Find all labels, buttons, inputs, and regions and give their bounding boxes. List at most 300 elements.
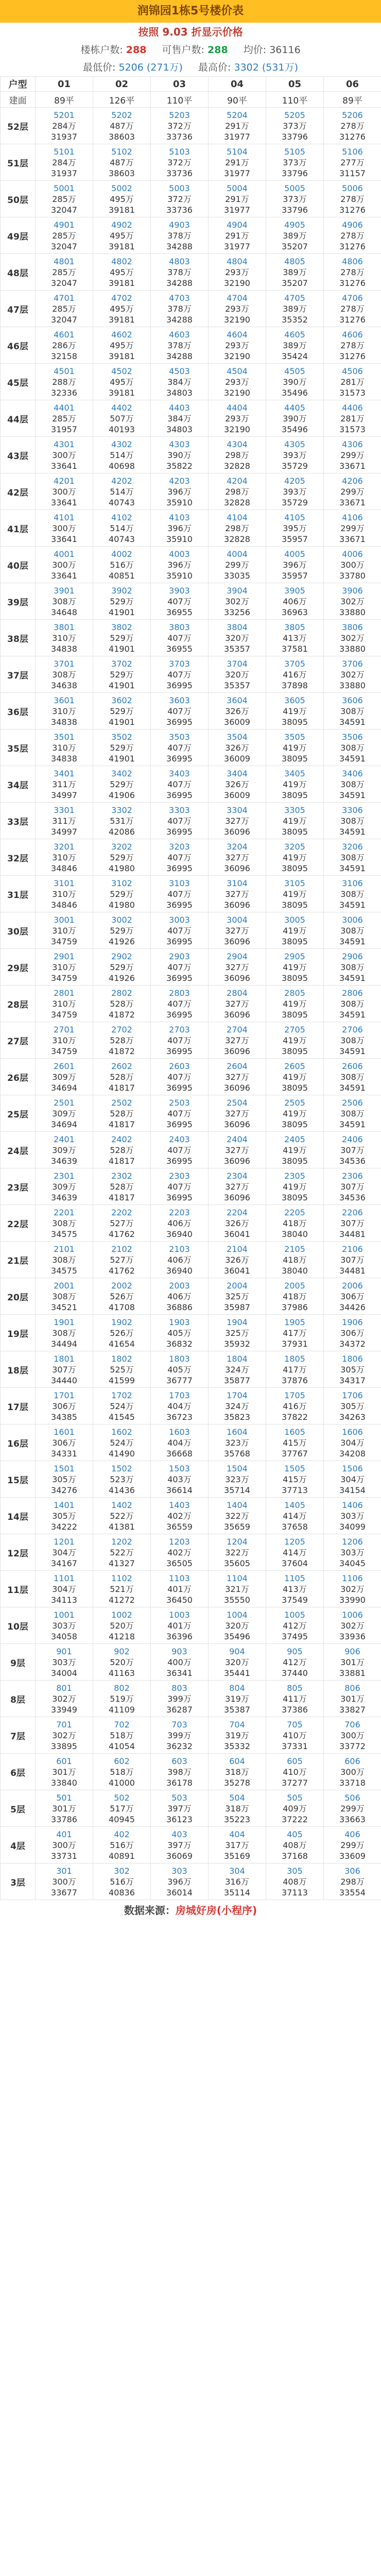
unit-cell[interactable] [324, 876, 381, 912]
unit-cell[interactable] [93, 1790, 151, 1827]
unit-cell[interactable] [324, 473, 381, 510]
unit-cell[interactable] [324, 1205, 381, 1242]
unit-cell[interactable] [324, 1717, 381, 1754]
unit-cell[interactable] [209, 181, 266, 217]
unit-cell[interactable] [209, 400, 266, 437]
unit-cell[interactable] [266, 1351, 324, 1388]
unit-cell[interactable] [151, 1827, 209, 1863]
unit-cell[interactable] [266, 1717, 324, 1754]
unit-cell[interactable] [324, 1132, 381, 1168]
unit-cell[interactable] [266, 510, 324, 547]
unit-cell[interactable] [151, 1498, 209, 1534]
unit-cell[interactable] [36, 144, 93, 181]
unit-cell[interactable] [151, 1388, 209, 1425]
unit-cell[interactable] [93, 1644, 151, 1681]
unit-cell[interactable] [266, 693, 324, 730]
unit-cell[interactable] [266, 1607, 324, 1644]
unit-cell[interactable] [324, 1095, 381, 1132]
unit-cell[interactable] [209, 803, 266, 839]
unit-cell[interactable] [151, 1717, 209, 1754]
unit-cell[interactable] [324, 1022, 381, 1059]
unit-cell[interactable] [209, 473, 266, 510]
unit-cell[interactable] [151, 1681, 209, 1717]
unit-cell[interactable] [324, 1059, 381, 1095]
unit-cell[interactable] [266, 1863, 324, 1900]
unit-cell[interactable] [266, 730, 324, 766]
unit-cell[interactable] [209, 1461, 266, 1498]
unit-cell[interactable] [266, 1461, 324, 1498]
unit-cell[interactable] [324, 839, 381, 876]
unit-cell[interactable] [266, 1059, 324, 1095]
unit-cell[interactable] [324, 1607, 381, 1644]
unit-cell[interactable] [324, 1827, 381, 1863]
unit-cell[interactable] [324, 693, 381, 730]
unit-cell[interactable] [93, 876, 151, 912]
unit-cell[interactable] [324, 1315, 381, 1351]
unit-cell[interactable] [209, 730, 266, 766]
unit-cell[interactable] [36, 1205, 93, 1242]
unit-cell[interactable] [324, 766, 381, 803]
unit-cell[interactable] [93, 1168, 151, 1205]
unit-cell[interactable] [151, 1168, 209, 1205]
unit-price-per-sqm: 36963 [282, 607, 308, 617]
unit-cell[interactable] [266, 656, 324, 693]
unit-cell[interactable] [151, 437, 209, 473]
unit-cell[interactable] [36, 437, 93, 473]
unit-cell[interactable] [324, 437, 381, 473]
unit-cell[interactable] [324, 1571, 381, 1607]
unit-cell[interactable] [266, 1534, 324, 1571]
unit-cell[interactable] [151, 181, 209, 217]
unit-cell[interactable] [266, 803, 324, 839]
unit-cell[interactable] [151, 1534, 209, 1571]
unit-cell[interactable] [324, 1498, 381, 1534]
unit-cell[interactable] [266, 912, 324, 949]
unit-cell[interactable] [151, 656, 209, 693]
unit-cell[interactable] [151, 1059, 209, 1095]
unit-cell[interactable] [151, 1278, 209, 1315]
unit-cell[interactable] [209, 108, 266, 144]
unit-cell[interactable] [36, 1644, 93, 1681]
unit-cell[interactable] [151, 620, 209, 656]
unit-cell[interactable] [36, 1717, 93, 1754]
unit-cell[interactable] [151, 291, 209, 327]
unit-cell[interactable] [36, 1059, 93, 1095]
unit-cell[interactable] [36, 1790, 93, 1827]
unit-cell[interactable] [209, 1059, 266, 1095]
unit-cell[interactable] [266, 1498, 324, 1534]
unit-cell[interactable] [93, 1242, 151, 1278]
unit-cell[interactable] [93, 1095, 151, 1132]
unit-cell[interactable] [266, 1754, 324, 1790]
unit-cell[interactable] [209, 437, 266, 473]
unit-cell[interactable] [324, 803, 381, 839]
unit-cell[interactable] [266, 839, 324, 876]
unit-number: 1405 [284, 1500, 305, 1510]
unit-cell[interactable] [151, 693, 209, 730]
unit-cell[interactable] [266, 949, 324, 986]
unit-cell[interactable] [36, 1498, 93, 1534]
unit-cell[interactable] [151, 108, 209, 144]
unit-cell[interactable] [151, 766, 209, 803]
unit-cell[interactable] [209, 1095, 266, 1132]
unit-cell[interactable] [151, 1095, 209, 1132]
unit-cell[interactable] [266, 1644, 324, 1681]
unit-cell[interactable] [36, 364, 93, 400]
unit-cell[interactable] [324, 949, 381, 986]
unit-cell[interactable] [209, 327, 266, 364]
unit-cell[interactable] [93, 1827, 151, 1863]
unit-cell[interactable] [209, 693, 266, 730]
unit-cell[interactable] [93, 1681, 151, 1717]
unit-cell[interactable] [266, 1205, 324, 1242]
unit-cell[interactable] [36, 1571, 93, 1607]
unit-cell[interactable] [93, 510, 151, 547]
unit-cell[interactable] [266, 876, 324, 912]
unit-cell[interactable] [209, 986, 266, 1022]
unit-cell[interactable] [209, 291, 266, 327]
unit-cell[interactable] [209, 1754, 266, 1790]
unit-cell[interactable] [93, 1388, 151, 1425]
unit-cell[interactable] [93, 1863, 151, 1900]
unit-cell[interactable] [93, 1498, 151, 1534]
unit-cell[interactable] [36, 839, 93, 876]
unit-cell[interactable] [36, 1168, 93, 1205]
unit-total-price: 519万 [110, 1693, 134, 1704]
unit-cell[interactable] [36, 912, 93, 949]
unit-cell[interactable] [36, 291, 93, 327]
unit-cell[interactable] [324, 144, 381, 181]
unit-cell[interactable] [324, 583, 381, 620]
unit-cell[interactable] [266, 1022, 324, 1059]
unit-cell[interactable] [266, 583, 324, 620]
unit-cell[interactable] [151, 510, 209, 547]
unit-cell[interactable] [36, 1425, 93, 1461]
unit-cell[interactable] [151, 1644, 209, 1681]
unit-cell[interactable] [36, 1681, 93, 1717]
unit-cell[interactable] [36, 400, 93, 437]
unit-cell[interactable] [93, 949, 151, 986]
unit-cell[interactable] [36, 181, 93, 217]
unit-cell[interactable] [324, 254, 381, 291]
unit-cell[interactable] [266, 1168, 324, 1205]
unit-cell[interactable] [36, 1278, 93, 1315]
unit-cell[interactable] [209, 1425, 266, 1461]
unit-cell[interactable] [324, 1644, 381, 1681]
unit-cell[interactable] [324, 547, 381, 583]
unit-cell[interactable] [151, 986, 209, 1022]
unit-cell[interactable] [151, 1132, 209, 1168]
unit-cell[interactable] [266, 254, 324, 291]
unit-cell[interactable] [151, 473, 209, 510]
unit-cell[interactable] [209, 1534, 266, 1571]
unit-cell[interactable] [209, 1827, 266, 1863]
unit-cell[interactable] [151, 400, 209, 437]
unit-cell[interactable] [93, 912, 151, 949]
unit-cell[interactable] [209, 1351, 266, 1388]
unit-cell[interactable] [151, 1754, 209, 1790]
unit-cell[interactable] [151, 327, 209, 364]
unit-cell[interactable] [93, 730, 151, 766]
unit-cell[interactable] [209, 949, 266, 986]
unit-cell[interactable] [324, 1754, 381, 1790]
unit-cell[interactable] [209, 1681, 266, 1717]
unit-cell[interactable] [36, 1022, 93, 1059]
unit-cell[interactable] [324, 1388, 381, 1425]
unit-cell[interactable] [151, 1351, 209, 1388]
unit-cell[interactable] [93, 803, 151, 839]
unit-cell[interactable] [209, 1242, 266, 1278]
unit-cell[interactable] [151, 144, 209, 181]
unit-cell[interactable] [266, 547, 324, 583]
unit-cell[interactable] [209, 1607, 266, 1644]
unit-cell[interactable] [36, 730, 93, 766]
unit-cell[interactable] [36, 583, 93, 620]
unit-cell[interactable] [209, 583, 266, 620]
unit-cell[interactable] [36, 1607, 93, 1644]
unit-cell[interactable] [151, 803, 209, 839]
unit-cell[interactable] [209, 254, 266, 291]
unit-cell[interactable] [93, 583, 151, 620]
unit-cell[interactable] [324, 364, 381, 400]
unit-cell[interactable] [209, 217, 266, 254]
unit-cell[interactable] [93, 181, 151, 217]
unit-cell[interactable] [209, 1863, 266, 1900]
unit-cell[interactable] [93, 1132, 151, 1168]
unit-cell[interactable] [36, 876, 93, 912]
unit-cell[interactable] [266, 473, 324, 510]
unit-cell[interactable] [36, 1095, 93, 1132]
unit-cell[interactable] [36, 1242, 93, 1278]
unit-cell[interactable] [266, 144, 324, 181]
unit-cell[interactable] [324, 1351, 381, 1388]
unit-cell[interactable] [93, 1571, 151, 1607]
unit-cell[interactable] [151, 1571, 209, 1607]
unit-cell[interactable] [36, 949, 93, 986]
unit-cell[interactable] [36, 1863, 93, 1900]
unit-cell[interactable] [209, 1644, 266, 1681]
unit-cell[interactable] [266, 766, 324, 803]
unit-cell[interactable] [151, 1242, 209, 1278]
unit-cell[interactable] [36, 986, 93, 1022]
unit-cell[interactable] [266, 291, 324, 327]
unit-cell[interactable] [324, 656, 381, 693]
unit-cell[interactable] [151, 1425, 209, 1461]
unit-cell[interactable] [209, 1022, 266, 1059]
stats-line-2 [0, 59, 381, 76]
unit-cell[interactable] [209, 912, 266, 949]
unit-cell[interactable] [266, 1315, 324, 1351]
unit-cell[interactable] [93, 1059, 151, 1095]
unit-cell[interactable] [266, 1681, 324, 1717]
unit-cell[interactable] [36, 693, 93, 730]
unit-cell[interactable] [93, 1205, 151, 1242]
unit-cell[interactable] [209, 1315, 266, 1351]
unit-cell[interactable] [209, 1132, 266, 1168]
unit-cell[interactable] [93, 693, 151, 730]
unit-cell[interactable] [266, 217, 324, 254]
unit-cell[interactable] [324, 181, 381, 217]
unit-cell[interactable] [209, 1790, 266, 1827]
unit-cell[interactable] [36, 1132, 93, 1168]
unit-cell[interactable] [209, 1278, 266, 1315]
unit-cell[interactable] [324, 400, 381, 437]
unit-cell[interactable] [93, 656, 151, 693]
unit-total-price: 326万 [225, 742, 249, 753]
unit-cell[interactable] [93, 1534, 151, 1571]
unit-cell[interactable] [324, 291, 381, 327]
unit-cell[interactable] [93, 327, 151, 364]
unit-cell[interactable] [36, 217, 93, 254]
unit-cell[interactable] [36, 1827, 93, 1863]
unit-cell[interactable] [209, 839, 266, 876]
unit-cell[interactable] [324, 730, 381, 766]
unit-cell[interactable] [209, 1388, 266, 1425]
unit-cell[interactable] [93, 1717, 151, 1754]
unit-cell[interactable] [266, 1132, 324, 1168]
unit-cell[interactable] [151, 1863, 209, 1900]
unit-cell[interactable] [266, 181, 324, 217]
unit-cell[interactable] [36, 1534, 93, 1571]
unit-cell[interactable] [324, 217, 381, 254]
unit-cell[interactable] [324, 1681, 381, 1717]
unit-cell[interactable] [266, 620, 324, 656]
unit-cell[interactable] [151, 912, 209, 949]
unit-cell[interactable] [324, 1278, 381, 1315]
unit-cell[interactable] [93, 217, 151, 254]
unit-cell[interactable] [151, 730, 209, 766]
unit-cell[interactable] [266, 1425, 324, 1461]
unit-cell[interactable] [93, 1607, 151, 1644]
unit-cell[interactable] [36, 1351, 93, 1388]
unit-cell[interactable] [151, 1205, 209, 1242]
unit-cell[interactable] [93, 364, 151, 400]
unit-cell[interactable] [324, 1790, 381, 1827]
unit-cell[interactable] [93, 766, 151, 803]
unit-cell[interactable] [266, 986, 324, 1022]
unit-cell[interactable] [266, 1571, 324, 1607]
unit-cell[interactable] [209, 364, 266, 400]
unit-cell[interactable] [93, 1315, 151, 1351]
unit-cell[interactable] [324, 1534, 381, 1571]
unit-cell[interactable] [209, 144, 266, 181]
unit-cell[interactable] [36, 803, 93, 839]
unit-cell[interactable] [209, 1498, 266, 1534]
unit-cell[interactable] [266, 1242, 324, 1278]
unit-cell[interactable] [266, 400, 324, 437]
unit-cell[interactable] [93, 1278, 151, 1315]
unit-cell[interactable] [36, 766, 93, 803]
unit-cell[interactable] [266, 1388, 324, 1425]
unit-cell[interactable] [151, 217, 209, 254]
unit-cell[interactable] [36, 510, 93, 547]
unit-cell[interactable] [324, 108, 381, 144]
unit-cell[interactable] [209, 766, 266, 803]
unit-cell[interactable] [93, 1461, 151, 1498]
unit-cell[interactable] [151, 1315, 209, 1351]
unit-cell[interactable] [93, 1022, 151, 1059]
unit-cell[interactable] [324, 986, 381, 1022]
unit-cell[interactable] [324, 1425, 381, 1461]
unit-cell[interactable] [151, 547, 209, 583]
unit-cell[interactable] [93, 547, 151, 583]
unit-cell[interactable] [151, 949, 209, 986]
unit-cell[interactable] [266, 1790, 324, 1827]
unit-cell[interactable] [36, 1315, 93, 1351]
unit-cell[interactable] [93, 291, 151, 327]
unit-cell[interactable] [36, 1461, 93, 1498]
unit-cell[interactable] [151, 1790, 209, 1827]
unit-cell[interactable] [93, 1754, 151, 1790]
unit-cell[interactable] [93, 473, 151, 510]
unit-cell[interactable] [209, 656, 266, 693]
unit-cell[interactable] [266, 1827, 324, 1863]
unit-cell[interactable] [36, 473, 93, 510]
unit-cell[interactable] [151, 254, 209, 291]
unit-cell[interactable] [93, 437, 151, 473]
unit-cell[interactable] [266, 327, 324, 364]
unit-cell[interactable] [266, 1095, 324, 1132]
unit-cell[interactable] [151, 1461, 209, 1498]
unit-cell[interactable] [324, 1863, 381, 1900]
unit-cell[interactable] [209, 510, 266, 547]
unit-cell[interactable] [209, 1205, 266, 1242]
unit-cell[interactable] [324, 912, 381, 949]
unit-cell[interactable] [151, 364, 209, 400]
unit-cell[interactable] [93, 400, 151, 437]
unit-cell[interactable] [36, 254, 93, 291]
unit-cell[interactable] [36, 620, 93, 656]
unit-cell[interactable] [209, 620, 266, 656]
unit-cell[interactable] [151, 583, 209, 620]
unit-cell[interactable] [324, 327, 381, 364]
unit-cell[interactable] [266, 108, 324, 144]
unit-cell[interactable] [93, 108, 151, 144]
unit-cell[interactable] [93, 839, 151, 876]
unit-cell[interactable] [266, 437, 324, 473]
unit-cell[interactable] [151, 876, 209, 912]
unit-cell[interactable] [209, 1571, 266, 1607]
unit-cell[interactable] [209, 876, 266, 912]
unit-cell[interactable] [324, 510, 381, 547]
unit-cell[interactable] [324, 1242, 381, 1278]
unit-cell[interactable] [93, 986, 151, 1022]
unit-cell[interactable] [93, 620, 151, 656]
unit-number: 3601 [54, 695, 75, 705]
unit-cell[interactable] [93, 144, 151, 181]
unit-cell[interactable] [209, 547, 266, 583]
unit-cell[interactable] [151, 1022, 209, 1059]
unit-cell[interactable] [36, 1388, 93, 1425]
unit-cell[interactable] [324, 620, 381, 656]
unit-cell[interactable] [93, 1351, 151, 1388]
unit-cell[interactable] [36, 1754, 93, 1790]
unit-cell[interactable] [36, 656, 93, 693]
unit-cell[interactable] [36, 327, 93, 364]
unit-cell[interactable] [266, 364, 324, 400]
unit-cell[interactable] [93, 254, 151, 291]
unit-cell[interactable] [266, 1278, 324, 1315]
unit-cell[interactable] [151, 839, 209, 876]
unit-cell[interactable] [209, 1717, 266, 1754]
unit-cell[interactable] [324, 1461, 381, 1498]
unit-cell[interactable] [151, 1607, 209, 1644]
unit-cell[interactable] [93, 1425, 151, 1461]
unit-cell[interactable] [36, 108, 93, 144]
unit-cell[interactable] [324, 1168, 381, 1205]
unit-cell[interactable] [209, 1168, 266, 1205]
unit-cell[interactable] [36, 547, 93, 583]
